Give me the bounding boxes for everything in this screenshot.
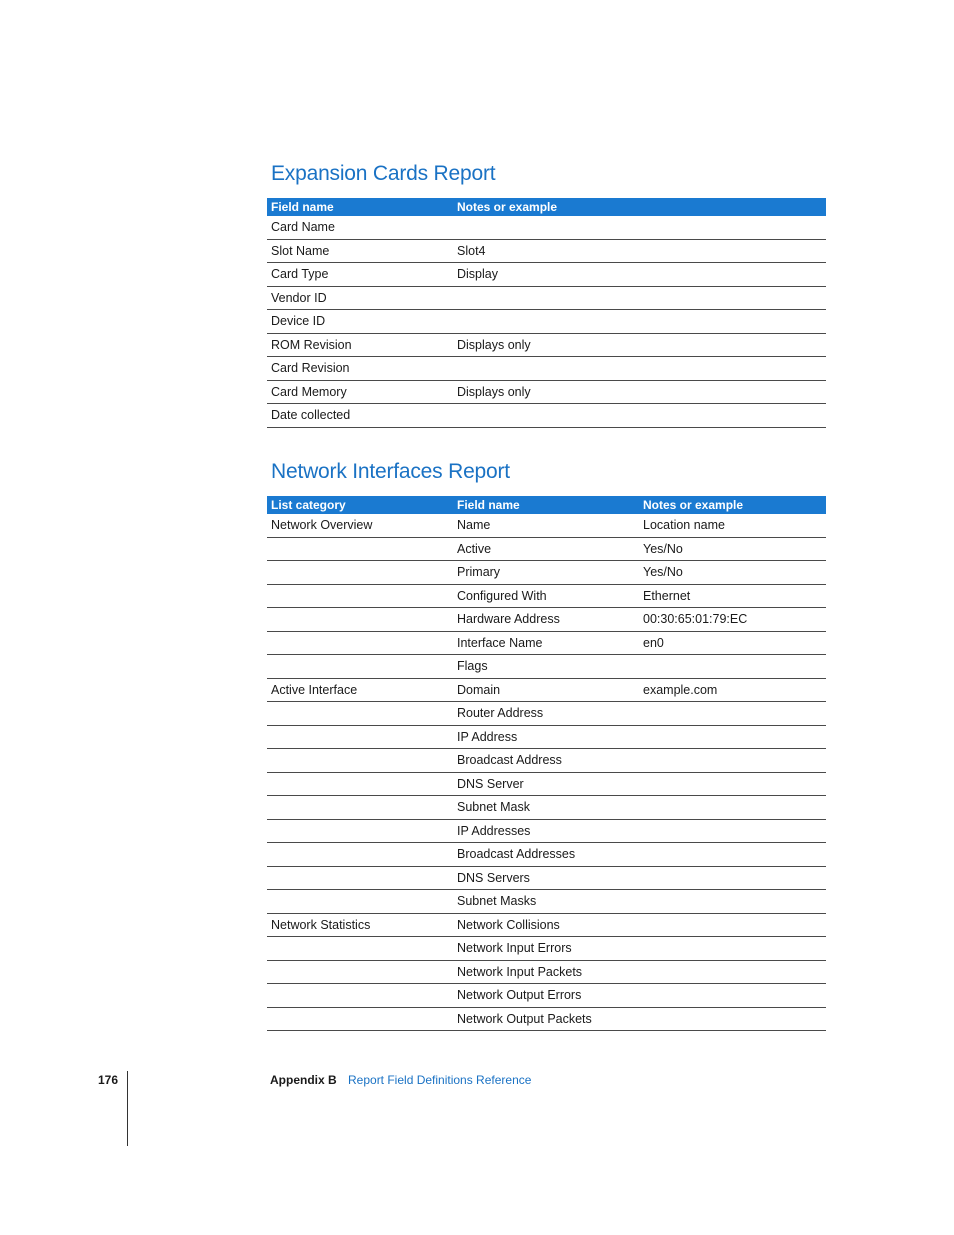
table-cell bbox=[639, 749, 826, 773]
table-row bbox=[267, 608, 826, 632]
table-row bbox=[267, 263, 826, 287]
table-row bbox=[267, 702, 826, 726]
table-row bbox=[267, 819, 826, 843]
table-cell: Hardware Address bbox=[453, 608, 639, 632]
table-cell: IP Addresses bbox=[453, 819, 639, 843]
table-cell bbox=[267, 796, 453, 820]
table-cell: example.com bbox=[639, 678, 826, 702]
table-cell: Slot4 bbox=[453, 239, 826, 263]
table-cell: Network Overview bbox=[267, 514, 453, 537]
table-row bbox=[267, 404, 826, 428]
table-row bbox=[267, 796, 826, 820]
table-row bbox=[267, 1007, 826, 1031]
table-row bbox=[267, 960, 826, 984]
table-cell bbox=[453, 310, 826, 334]
table-header-row bbox=[267, 198, 826, 216]
table-cell bbox=[639, 702, 826, 726]
table-row bbox=[267, 584, 826, 608]
table-cell: Card Revision bbox=[267, 357, 453, 381]
column-header: Field name bbox=[453, 496, 639, 514]
table-row bbox=[267, 984, 826, 1008]
appendix-title-link[interactable]: Report Field Definitions Reference bbox=[348, 1073, 532, 1087]
table-cell bbox=[267, 537, 453, 561]
table-row bbox=[267, 561, 826, 585]
table-cell: 00:30:65:01:79:EC bbox=[639, 608, 826, 632]
table-cell: Network Input Packets bbox=[453, 960, 639, 984]
table-cell bbox=[639, 843, 826, 867]
table-cell: Interface Name bbox=[453, 631, 639, 655]
table-cell: Network Collisions bbox=[453, 913, 639, 937]
table-cell bbox=[639, 819, 826, 843]
table-cell: Subnet Mask bbox=[453, 796, 639, 820]
table-cell bbox=[267, 749, 453, 773]
expansion-cards-table bbox=[267, 198, 826, 428]
table-row bbox=[267, 890, 826, 914]
table-header-row bbox=[267, 496, 826, 514]
table-cell bbox=[639, 890, 826, 914]
table-cell bbox=[639, 796, 826, 820]
table-cell bbox=[267, 608, 453, 632]
table-cell: Network Statistics bbox=[267, 913, 453, 937]
table-cell: Router Address bbox=[453, 702, 639, 726]
table-cell: Broadcast Address bbox=[453, 749, 639, 773]
table-cell bbox=[639, 1007, 826, 1031]
table-row bbox=[267, 239, 826, 263]
table-row bbox=[267, 310, 826, 334]
table-cell: Primary bbox=[453, 561, 639, 585]
table-cell: Card Name bbox=[267, 216, 453, 239]
table-cell bbox=[267, 843, 453, 867]
table-row bbox=[267, 380, 826, 404]
table-cell: Date collected bbox=[267, 404, 453, 428]
table-cell: Displays only bbox=[453, 333, 826, 357]
table-cell: ROM Revision bbox=[267, 333, 453, 357]
table-row bbox=[267, 866, 826, 890]
footer-divider bbox=[127, 1071, 128, 1146]
column-header: Field name bbox=[267, 198, 453, 216]
table-cell: Yes/No bbox=[639, 561, 826, 585]
table-row bbox=[267, 631, 826, 655]
table-cell: Vendor ID bbox=[267, 286, 453, 310]
table-cell bbox=[453, 404, 826, 428]
table-cell: Active Interface bbox=[267, 678, 453, 702]
table-cell bbox=[453, 357, 826, 381]
table-cell: DNS Server bbox=[453, 772, 639, 796]
table-row bbox=[267, 537, 826, 561]
table-cell bbox=[453, 216, 826, 239]
table-cell: Location name bbox=[639, 514, 826, 537]
table-row bbox=[267, 655, 826, 679]
table-cell bbox=[267, 655, 453, 679]
table-cell bbox=[267, 631, 453, 655]
table-row bbox=[267, 772, 826, 796]
table-cell: Ethernet bbox=[639, 584, 826, 608]
column-header: Notes or example bbox=[453, 198, 826, 216]
column-header: List category bbox=[267, 496, 453, 514]
table-row bbox=[267, 333, 826, 357]
table-cell bbox=[453, 286, 826, 310]
appendix-label: Appendix B bbox=[270, 1073, 337, 1087]
table-row bbox=[267, 913, 826, 937]
table-cell: Configured With bbox=[453, 584, 639, 608]
table-cell: Network Input Errors bbox=[453, 937, 639, 961]
table-row bbox=[267, 843, 826, 867]
table-row bbox=[267, 286, 826, 310]
table-cell: Yes/No bbox=[639, 537, 826, 561]
table-cell: Device ID bbox=[267, 310, 453, 334]
table-cell: Network Output Errors bbox=[453, 984, 639, 1008]
table-cell: Card Memory bbox=[267, 380, 453, 404]
table-cell bbox=[267, 584, 453, 608]
expansion-cards-title: Expansion Cards Report bbox=[271, 162, 496, 185]
table-cell bbox=[267, 937, 453, 961]
table-cell: Card Type bbox=[267, 263, 453, 287]
column-header: Notes or example bbox=[639, 496, 826, 514]
table-cell bbox=[267, 702, 453, 726]
table-cell: Flags bbox=[453, 655, 639, 679]
table-cell bbox=[267, 866, 453, 890]
table-row bbox=[267, 678, 826, 702]
table-cell: Domain bbox=[453, 678, 639, 702]
table-cell: Slot Name bbox=[267, 239, 453, 263]
table-row bbox=[267, 357, 826, 381]
table-cell bbox=[267, 960, 453, 984]
table-cell: en0 bbox=[639, 631, 826, 655]
table-cell: Network Output Packets bbox=[453, 1007, 639, 1031]
table-cell: DNS Servers bbox=[453, 866, 639, 890]
table-cell bbox=[267, 1007, 453, 1031]
table-cell: Broadcast Addresses bbox=[453, 843, 639, 867]
table-cell bbox=[639, 960, 826, 984]
table-cell bbox=[639, 866, 826, 890]
table-cell: IP Address bbox=[453, 725, 639, 749]
table-row bbox=[267, 514, 826, 537]
table-cell bbox=[639, 655, 826, 679]
table-row bbox=[267, 749, 826, 773]
table-cell bbox=[267, 819, 453, 843]
table-cell bbox=[267, 772, 453, 796]
network-interfaces-table bbox=[267, 496, 826, 1031]
network-interfaces-title: Network Interfaces Report bbox=[271, 460, 510, 483]
table-cell bbox=[639, 725, 826, 749]
table-cell bbox=[267, 725, 453, 749]
table-cell bbox=[267, 984, 453, 1008]
page-number: 176 bbox=[98, 1073, 119, 1087]
table-row bbox=[267, 937, 826, 961]
table-cell bbox=[639, 984, 826, 1008]
table-cell: Display bbox=[453, 263, 826, 287]
table-cell bbox=[639, 913, 826, 937]
table-cell bbox=[639, 937, 826, 961]
table-cell: Name bbox=[453, 514, 639, 537]
table-cell: Displays only bbox=[453, 380, 826, 404]
table-cell bbox=[267, 561, 453, 585]
table-cell: Subnet Masks bbox=[453, 890, 639, 914]
table-row bbox=[267, 216, 826, 239]
table-row bbox=[267, 725, 826, 749]
table-cell bbox=[267, 890, 453, 914]
table-cell bbox=[639, 772, 826, 796]
table-cell: Active bbox=[453, 537, 639, 561]
